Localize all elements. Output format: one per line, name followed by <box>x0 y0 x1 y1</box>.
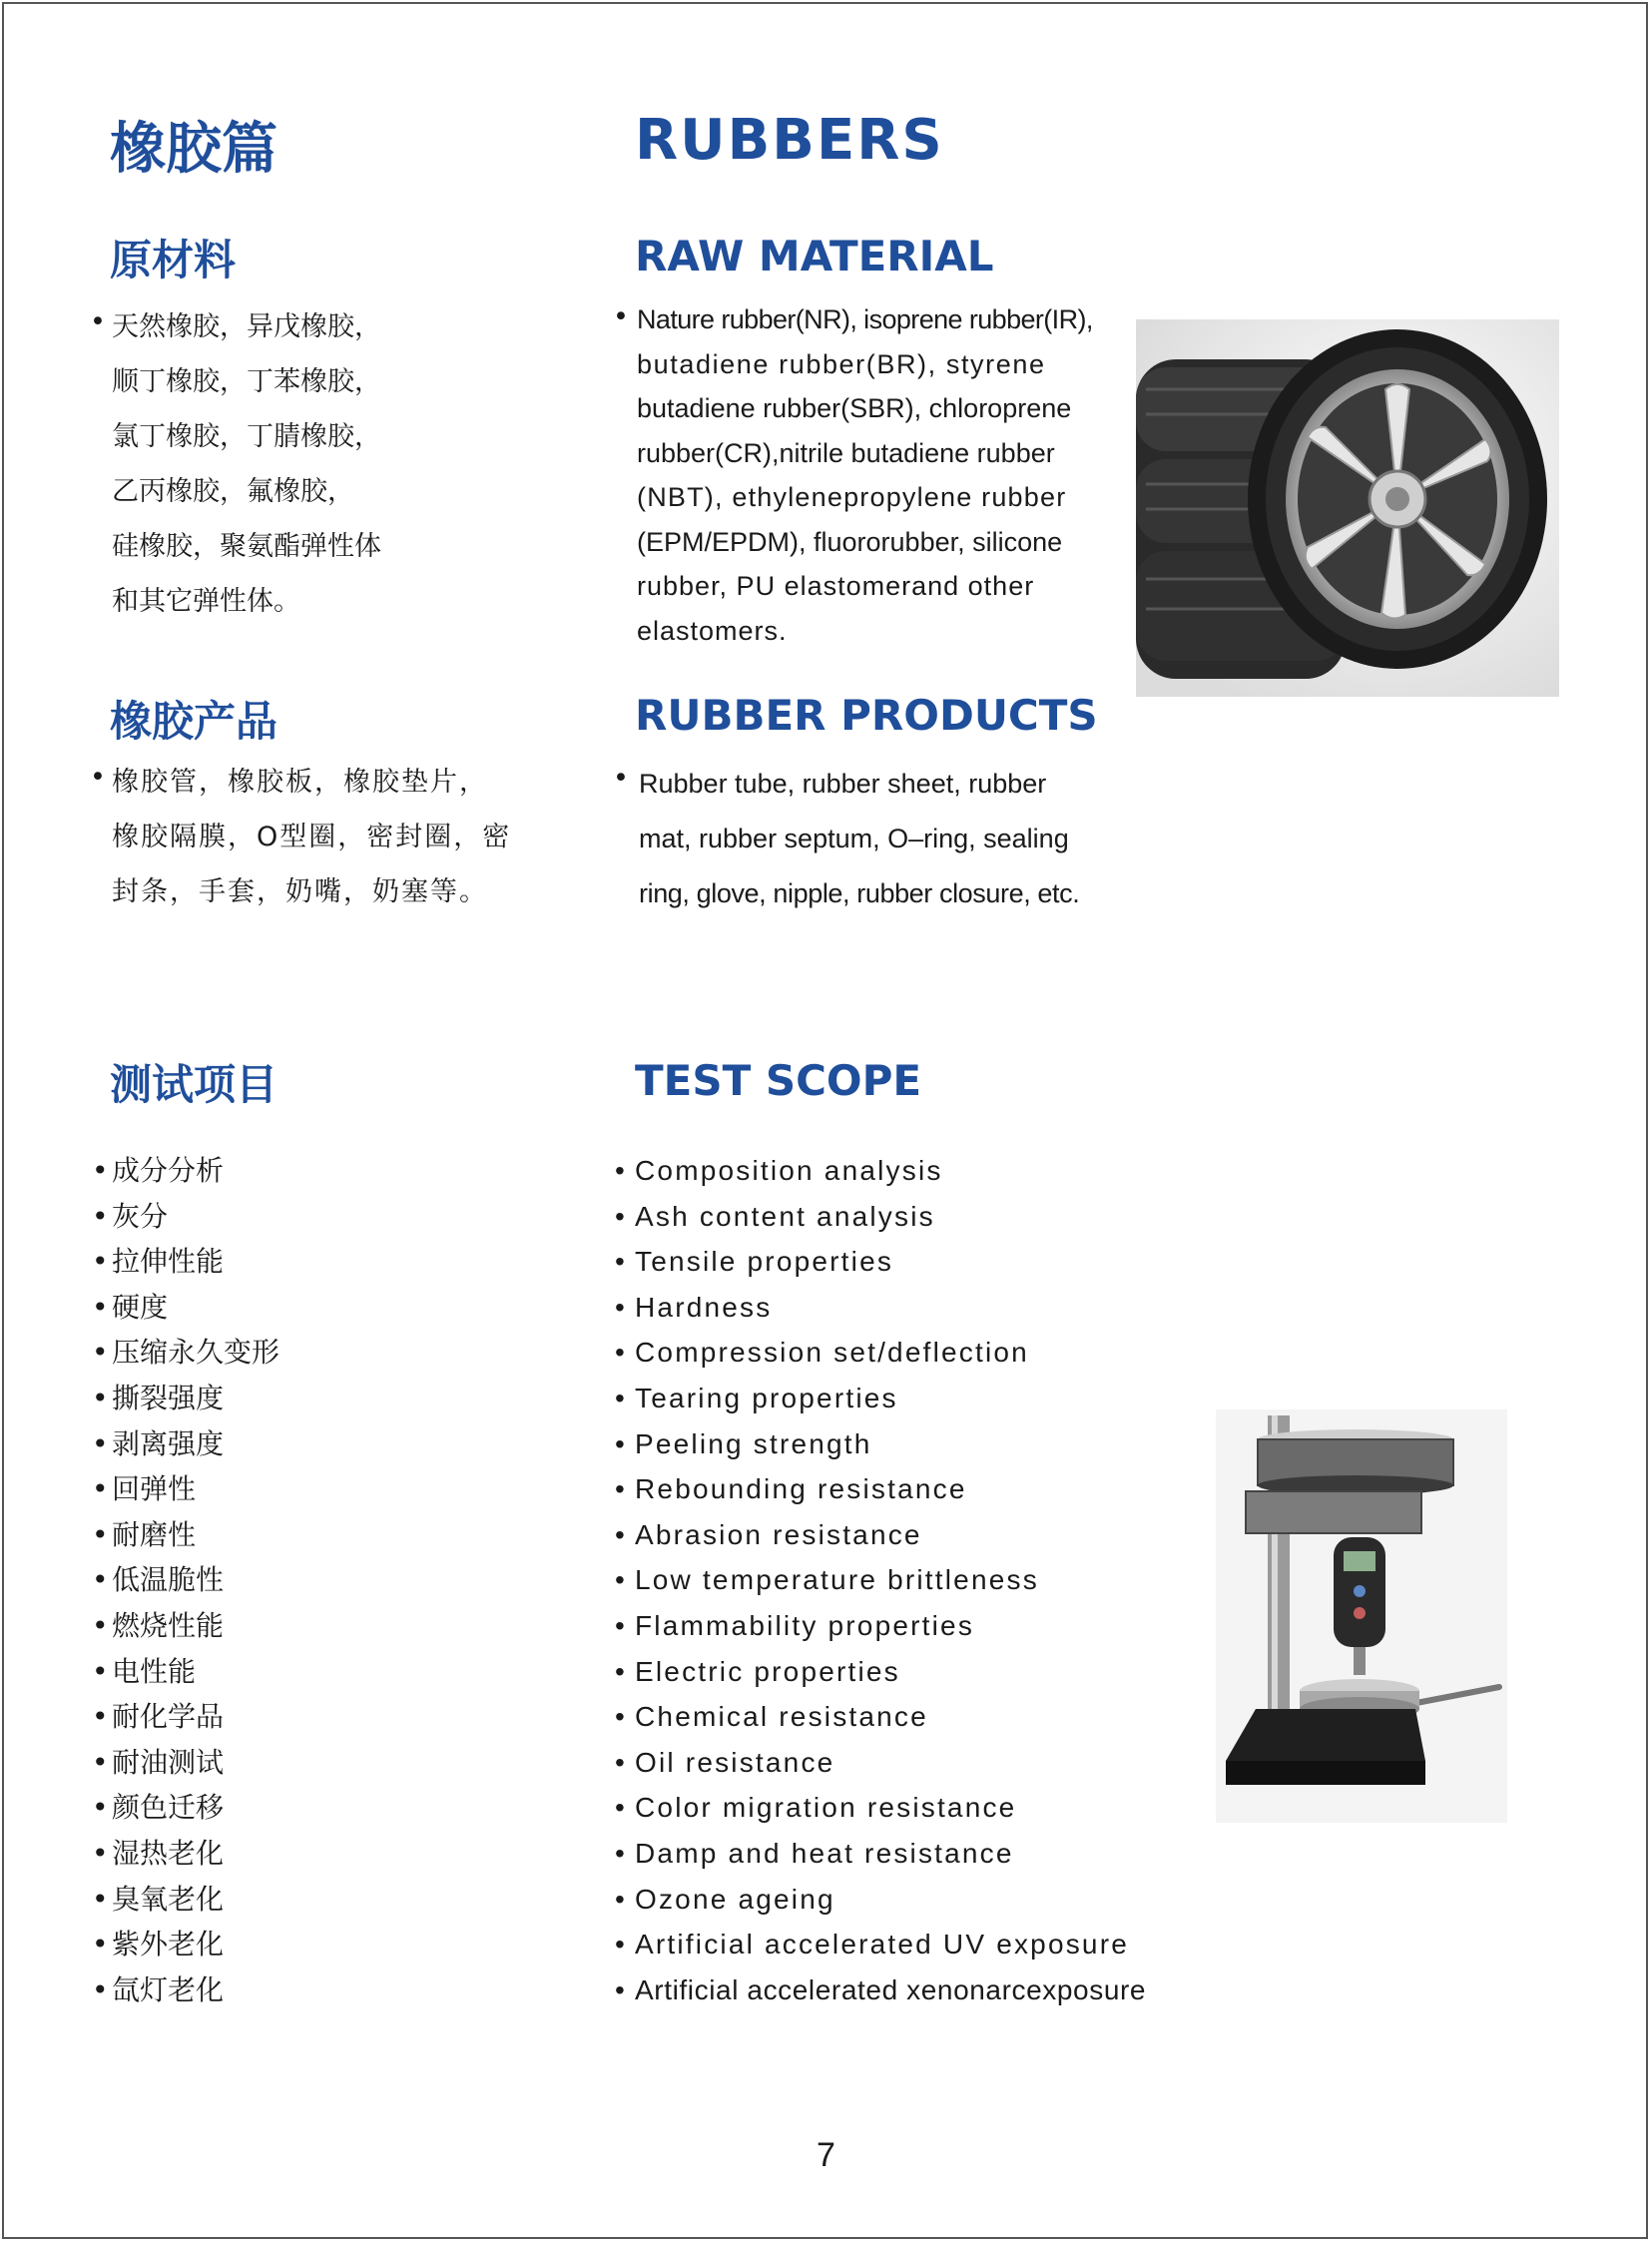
list-item: • 回弹性 <box>92 1472 197 1506</box>
section-heading-test-scope-en: TEST SCOPE <box>635 1056 922 1105</box>
text-line: Nature rubber(NR), isoprene rubber(IR), <box>637 304 1093 334</box>
bullet-icon: • <box>90 762 106 793</box>
text-line: Rubber tube, rubber sheet, rubber <box>639 769 1047 799</box>
list-item: • 剥离强度 <box>92 1426 225 1460</box>
list-item: • Low temperature brittleness <box>615 1564 1039 1596</box>
text-line: elastomers. <box>637 615 788 646</box>
list-item: • 电性能 <box>92 1654 197 1688</box>
list-item: • Composition analysis <box>615 1155 943 1186</box>
section-heading-raw-material-en: RAW MATERIAL <box>635 232 994 280</box>
text-line: rubber(CR),nitrile butadiene rubber <box>637 437 1055 468</box>
list-item: • Rebounding resistance <box>615 1473 967 1505</box>
text-line: 和其它弹性体。 <box>112 586 300 617</box>
raw-material-zh-text <box>112 299 381 629</box>
list-item: • Chemical resistance <box>615 1701 928 1733</box>
list-item: • Hardness <box>615 1291 773 1323</box>
text-line: ring, glove, nipple, rubber closure, etc. <box>639 878 1080 908</box>
text-line: 氯丁橡胶，丁腈橡胶， <box>112 421 381 452</box>
list-item: • 耐化学品 <box>92 1700 225 1734</box>
section-heading-raw-material-zh: 原材料 <box>110 236 237 284</box>
text-line: (EPM/EPDM), fluororubber, silicone <box>637 526 1063 557</box>
list-item: • Tensile properties <box>615 1246 894 1278</box>
text-line: butadiene rubber(BR), styrene <box>637 348 1046 379</box>
list-item: • 灰分 <box>92 1199 169 1233</box>
text-line: 天然橡胶，异戊橡胶， <box>112 311 381 342</box>
text-line: 硅橡胶，聚氨酯弹性体 <box>112 531 381 562</box>
list-item: • Flammability properties <box>615 1609 975 1641</box>
bullet-icon: • <box>613 763 629 794</box>
page-title-en: RUBBERS <box>635 108 944 173</box>
list-item: • 耐油测试 <box>92 1745 225 1779</box>
bullet-icon: • <box>613 301 629 332</box>
hardness-tester-image <box>1216 1409 1507 1823</box>
text-line: butadiene rubber(SBR), chloroprene <box>637 393 1072 423</box>
text-line: (NBT), ethylenepropylene rubber <box>637 482 1067 512</box>
rubber-products-en-text <box>639 757 1079 921</box>
list-item: • 湿热老化 <box>92 1836 225 1870</box>
tire-wheel-image <box>1136 319 1559 697</box>
list-item: • Oil resistance <box>615 1746 835 1778</box>
raw-material-en-text <box>637 297 1093 653</box>
list-item: • 撕裂强度 <box>92 1381 225 1414</box>
list-item: • Peeling strength <box>615 1427 872 1459</box>
page-number: 7 <box>817 2136 835 2174</box>
list-item: • Electric properties <box>615 1655 900 1687</box>
test-scope-en-list <box>615 1148 1147 2012</box>
test-scope-zh-list <box>92 1148 280 2012</box>
text-line: 乙丙橡胶，氟橡胶， <box>112 476 354 507</box>
list-item: • 燃烧性能 <box>92 1608 225 1642</box>
list-item: • 臭氧老化 <box>92 1882 225 1916</box>
list-item: • Damp and heat resistance <box>615 1837 1014 1869</box>
section-heading-test-scope-zh: 测试项目 <box>110 1060 278 1109</box>
section-heading-rubber-products-en: RUBBER PRODUCTS <box>635 691 1098 740</box>
list-item: • 压缩永久变形 <box>92 1336 280 1370</box>
list-item: • 紫外老化 <box>92 1928 225 1962</box>
text-line: mat, rubber septum, O–ring, sealing <box>639 824 1069 853</box>
section-heading-rubber-products-zh: 橡胶产品 <box>110 697 278 746</box>
bullet-icon: • <box>90 306 106 337</box>
rubber-products-zh-text <box>112 755 511 919</box>
list-item: • Ozone ageing <box>615 1883 835 1915</box>
list-item: • Artificial accelerated UV exposure <box>615 1929 1129 1961</box>
list-item: • 硬度 <box>92 1290 169 1324</box>
list-item: • Artificial accelerated xenonarcexposure <box>615 1973 1147 2005</box>
list-item: • Ash content analysis <box>615 1200 935 1232</box>
text-line: rubber, PU elastomerand other <box>637 571 1035 601</box>
list-item: • 氙灯老化 <box>92 1972 225 2006</box>
list-item: • Color migration resistance <box>615 1792 1017 1824</box>
list-item: • 拉伸性能 <box>92 1245 225 1279</box>
page-title-zh: 橡胶篇 <box>110 117 277 182</box>
list-item: • Tearing properties <box>615 1382 898 1413</box>
list-item: • Compression set/deflection <box>615 1337 1029 1369</box>
list-item: • 颜色迁移 <box>92 1791 225 1825</box>
list-item: • 低温脆性 <box>92 1563 225 1597</box>
text-line: 顺丁橡胶，丁苯橡胶， <box>112 366 381 397</box>
text-line: 封条，手套，奶嘴，奶塞等。 <box>112 876 488 907</box>
text-line: 橡胶隔膜，O型圈，密封圈，密 <box>112 822 512 852</box>
text-line: 橡胶管，橡胶板，橡胶垫片， <box>112 767 488 798</box>
list-item: • 耐磨性 <box>92 1517 197 1551</box>
list-item: • 成分分析 <box>92 1154 225 1187</box>
list-item: • Abrasion resistance <box>615 1518 922 1550</box>
